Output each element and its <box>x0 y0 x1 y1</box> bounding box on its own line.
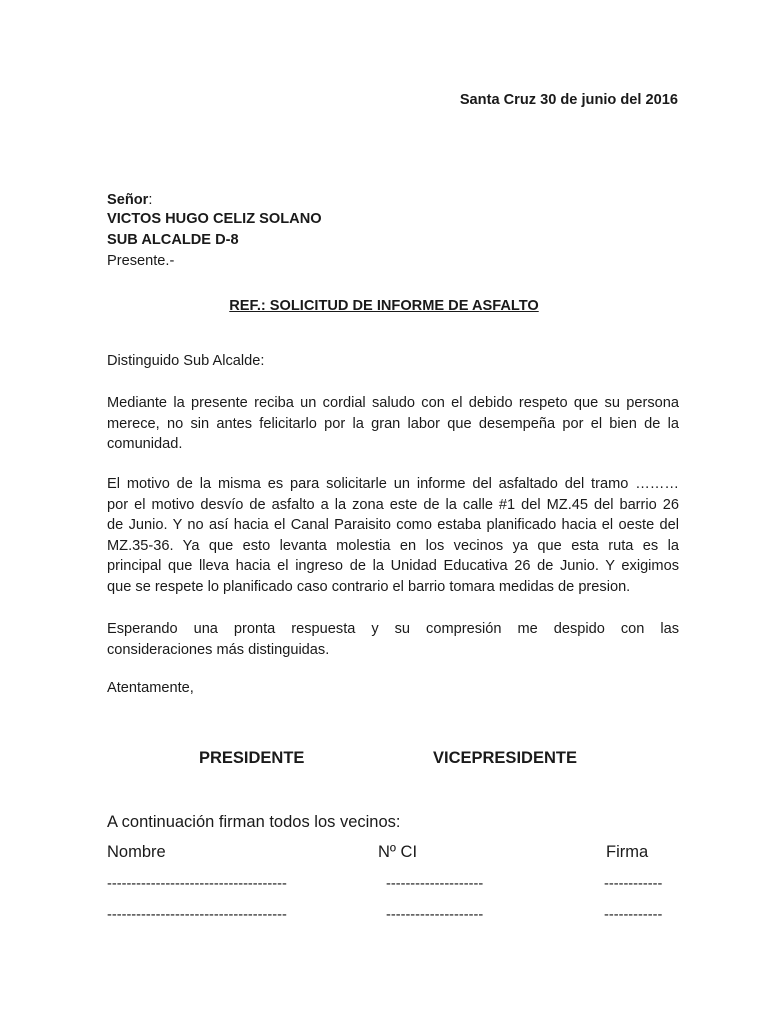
greeting: Distinguido Sub Alcalde: <box>107 353 265 369</box>
reference-line: REF.: SOLICITUD DE INFORME DE ASFALTO <box>229 298 539 314</box>
signature-line-nombre: ------------------------------------- <box>107 876 287 892</box>
recipient-name: VICTOS HUGO CELIZ SOLANO <box>107 211 322 227</box>
presente-line: Presente.- <box>107 253 175 269</box>
paragraph-1-line: comunidad. <box>107 436 183 452</box>
paragraph-3-line: consideraciones más distinguidas. <box>107 641 330 658</box>
salutation <box>107 192 152 209</box>
signature-line-ci: -------------------- <box>386 907 484 923</box>
column-header-nombre: Nombre <box>107 843 166 861</box>
date-line: Santa Cruz 30 de junio del 2016 <box>459 92 678 108</box>
paragraph-3-line: Esperando una pronta respuesta y su compresión me despido con las <box>107 621 679 637</box>
signature-line-firma: ------------ <box>604 907 663 923</box>
recipient-position: SUB ALCALDE D-8 <box>107 232 239 248</box>
signature-line-firma: ------------ <box>604 876 663 892</box>
vice-president-signature-label: VICEPRESIDENTE <box>433 749 577 767</box>
paragraph-2-line: por el motivo desvío de asfalto a la zona este de la calle #1 del MZ.45 del barrio 26 <box>107 496 679 513</box>
paragraph-2 <box>107 474 679 597</box>
neighbors-intro: A continuación firman todos los vecinos: <box>107 813 401 831</box>
signature-line-nombre: ------------------------------------- <box>107 907 287 923</box>
salutation-colon: : <box>148 192 153 208</box>
signature-line-ci: -------------------- <box>386 876 484 892</box>
closing: Atentamente, <box>107 680 194 696</box>
president-signature-label: PRESIDENTE <box>199 749 305 767</box>
column-header-firma: Firma <box>606 843 649 861</box>
paragraph-2-line: que se respete lo planificado caso contrario el barrio tomara medidas de presion. <box>107 578 631 595</box>
paragraph-2-line: El motivo de la misma es para solicitarle un informe del asfaltado del tramo ……… <box>107 476 679 492</box>
paragraph-2-line: de Junio. Y no así hacia el Canal Paraisito como estaba planificado hacia el oeste del <box>107 517 679 533</box>
paragraph-1 <box>107 393 679 455</box>
paragraph-3 <box>107 619 679 660</box>
paragraph-2-line: MZ.35-36. Ya que esto levanta molestia en los vecinos ya que esta ruta es la <box>107 537 679 554</box>
salutation-label: Señor <box>107 192 149 208</box>
paragraph-2-line: principal que lleva hacia el ingreso de la Unidad Educativa 26 de Junio. Y exigimos <box>107 558 679 574</box>
paragraph-1-line: merece, no sin antes felicitarlo por la gran labor que desempeña por el bien de la <box>107 415 679 432</box>
column-header-ci: Nº CI <box>378 843 418 861</box>
paragraph-1-line: Mediante la presente reciba un cordial saludo con el debido respeto que su persona <box>107 395 679 411</box>
